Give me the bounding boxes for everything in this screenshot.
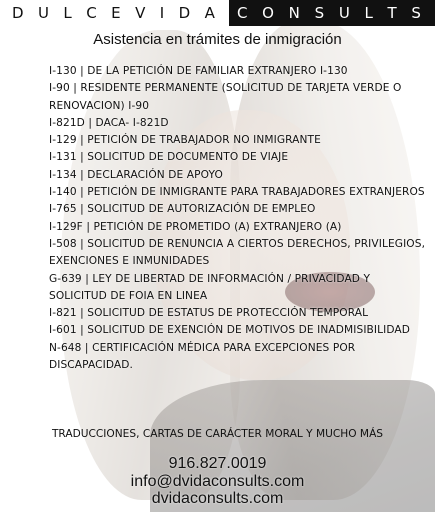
service-item: I-601 | SOLICITUD DE EXENCIÓN DE MOTIVOS DE INADMISIBILIDAD: [49, 324, 411, 337]
service-item: I-131 | SOLICITUD DE DOCUMENTO DE VIAJE: [49, 151, 289, 164]
service-item: I-140 | PETICIÓN DE INMIGRANTE PARA TRABAJADORES EXTRANJEROS: [49, 186, 425, 199]
extra-services-line: TRADUCCIONES, CARTAS DE CARÁCTER MORAL Y MUCHO MÁS: [51, 428, 384, 440]
brand-header: [0, 0, 435, 26]
service-item: I-129F | PETICIÓN DE PROMETIDO (A) EXTRANJERO (A): [49, 220, 342, 233]
tagline: Asistencia en trámites de inmigración: [93, 31, 342, 48]
email-address: info@dvidaconsults.com: [130, 472, 305, 490]
logo-letter: L: [63, 4, 72, 22]
logo-letter: E: [111, 4, 121, 22]
logo-letter: T: [387, 4, 397, 22]
logo-letter: C: [86, 4, 97, 22]
logo-letter: U: [38, 4, 49, 22]
logo-letter: A: [204, 4, 215, 22]
logo-letter: N: [288, 4, 300, 22]
services-list: [49, 63, 429, 374]
service-item: I-508 | SOLICITUD DE RENUNCIA A CIERTOS DERECHOS, PRIVILEGIOS, EXENCIONES E INMUNIDADES: [49, 237, 426, 268]
website-address: dvidaconsults.com: [151, 490, 284, 507]
contact-block: [0, 455, 435, 508]
logo-dulcevida: [0, 0, 229, 26]
logo-letter: I: [159, 4, 165, 22]
logo-letter: V: [135, 4, 146, 22]
service-item: G-639 | LEY DE LIBERTAD DE INFORMACIÓN / PRIVACIDAD Y SOLICITUD DE FOIA EN LINEA: [49, 272, 371, 302]
logo-letter: L: [364, 4, 373, 22]
logo-letter: S: [314, 4, 325, 22]
service-item: I-821 | SOLICITUD DE ESTATUS DE PROTECCIÓN TEMPORAL: [49, 307, 369, 320]
logo-letter: D: [12, 4, 24, 22]
logo-letter: S: [411, 4, 421, 22]
service-item: I-90 | RESIDENTE PERMANENTE (SOLICITUD DE TARJETA VERDE O RENOVACION) I-90: [49, 82, 402, 112]
service-item: I-765 | SOLICITUD DE AUTORIZACIÓN DE EMPLEO: [49, 203, 316, 216]
service-item: I-821D | DACA- I-821D: [49, 116, 169, 129]
service-item: I-130 | DE LA PETICIÓN DE FAMILIAR EXTRANJERO I-130: [49, 65, 348, 77]
service-item: N-648 | CERTIFICACIÓN MÉDICA PARA EXCEPCIONES POR DISCAPACIDAD.: [49, 341, 356, 372]
logo-consults: [229, 0, 435, 26]
logo-letter: U: [338, 4, 350, 22]
logo-letter: D: [178, 4, 191, 22]
service-item: I-134 | DECLARACIÓN DE APOYO: [49, 168, 223, 181]
logo-letter: C: [237, 4, 248, 22]
service-item: I-129 | PETICIÓN DE TRABAJADOR NO INMIGRANTE: [49, 134, 321, 147]
logo-letter: O: [262, 4, 274, 22]
phone-number: 916.827.0019: [168, 455, 267, 472]
